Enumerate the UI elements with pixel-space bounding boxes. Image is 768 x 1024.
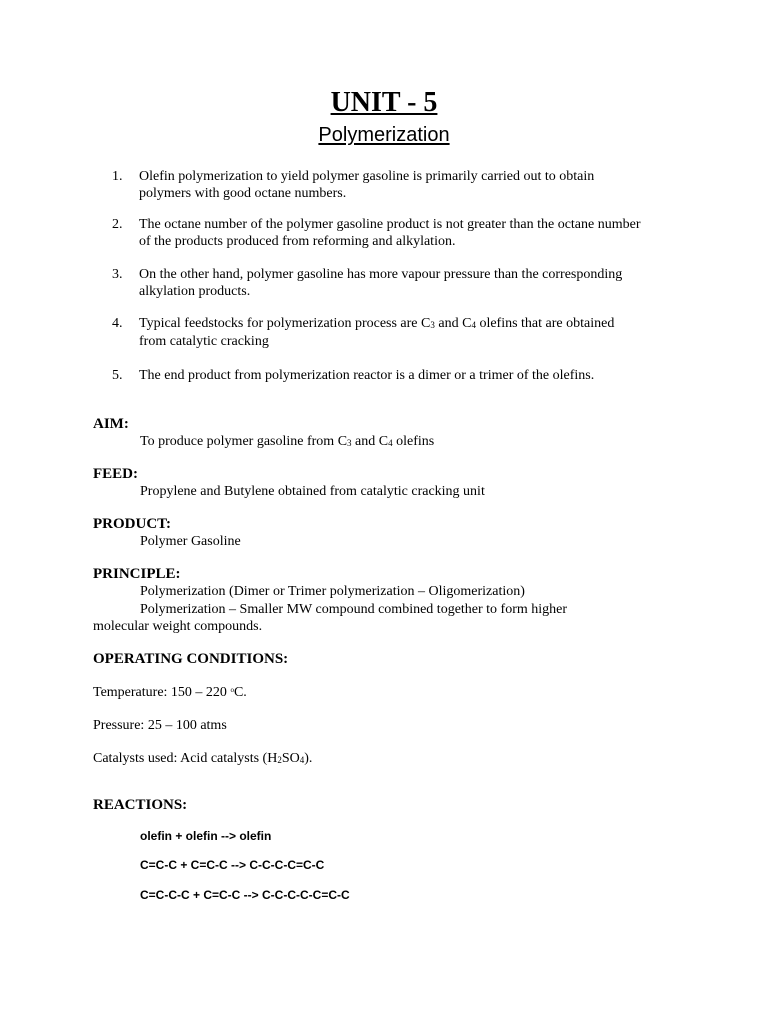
subscript: 4 xyxy=(388,438,393,448)
principle-line: molecular weight compounds. xyxy=(93,619,263,634)
list-number: 2. xyxy=(112,217,123,232)
list-text-line: On the other hand, polymer gasoline has more vapour pressure than the corresponding xyxy=(139,267,623,282)
list-item xyxy=(112,315,692,350)
text-run: Typical feedstocks for polymerization process are C xyxy=(139,316,431,331)
text-run: olefins that are obtained xyxy=(475,316,615,331)
list-item xyxy=(112,266,692,300)
subscript: 3 xyxy=(430,320,435,330)
list-item xyxy=(112,168,692,202)
subscript: 4 xyxy=(299,755,305,765)
text-run: ). xyxy=(304,751,313,766)
list-text-line: The octane number of the polymer gasoline product is not greater than the octane number xyxy=(139,217,641,232)
list-text-line xyxy=(139,315,692,333)
reaction-line: olefin + olefin --> olefin xyxy=(140,829,272,843)
subscript: 4 xyxy=(471,320,476,330)
page-subtitle: Polymerization xyxy=(318,124,450,146)
subscript: 3 xyxy=(347,438,352,448)
list-text-line: alkylation products. xyxy=(139,284,251,299)
text-run: and C xyxy=(351,434,389,449)
subscript: 2 xyxy=(277,755,282,765)
aim-heading: AIM: xyxy=(93,416,129,432)
feed-heading: FEED: xyxy=(93,466,138,482)
text-run: SO xyxy=(281,751,300,766)
degree-superscript: o xyxy=(230,686,234,694)
list-item xyxy=(112,367,692,384)
list-number: 5. xyxy=(112,368,123,383)
reaction-line: C=C-C + C=C-C --> C-C-C-C=C-C xyxy=(140,858,325,872)
text-run: and C xyxy=(434,316,472,331)
operating-heading: OPERATING CONDITIONS: xyxy=(93,651,289,667)
product-text: Polymer Gasoline xyxy=(140,534,241,549)
principle-heading: PRINCIPLE: xyxy=(93,566,181,582)
principle-line: Polymerization – Smaller MW compound combined together to form higher xyxy=(140,602,568,617)
pressure-text: Pressure: 25 – 100 atms xyxy=(93,718,227,733)
list-item xyxy=(112,216,692,250)
text-run: Catalysts used: Acid catalysts (H xyxy=(93,751,278,766)
aim-text xyxy=(140,433,434,451)
list-text-line: from catalytic cracking xyxy=(139,334,269,349)
text-run: Temperature: 150 – 220 xyxy=(93,685,231,700)
catalyst-text xyxy=(93,750,312,768)
text-run: To produce polymer gasoline from C xyxy=(140,434,348,449)
list-number: 1. xyxy=(112,169,123,184)
list-text-line: The end product from polymerization reactor is a dimer or a trimer of the olefins. xyxy=(139,368,595,383)
feed-text: Propylene and Butylene obtained from catalytic cracking unit xyxy=(140,484,485,499)
list-text-line: of the products produced from reforming and alkylation. xyxy=(139,234,456,249)
page-title: UNIT - 5 xyxy=(330,87,438,118)
temperature-text xyxy=(93,684,247,703)
principle-line: Polymerization (Dimer or Trimer polymerization – Oligomerization) xyxy=(140,584,525,599)
reactions-heading: REACTIONS: xyxy=(93,797,188,813)
list-number: 3. xyxy=(112,267,123,282)
reaction-line: C=C-C-C + C=C-C --> C-C-C-C-C=C-C xyxy=(140,888,350,902)
text-run: C. xyxy=(233,685,247,700)
list-text-line: polymers with good octane numbers. xyxy=(139,186,347,201)
list-number: 4. xyxy=(112,316,123,331)
product-heading: PRODUCT: xyxy=(93,516,172,532)
list-text-line: Olefin polymerization to yield polymer gasoline is primarily carried out to obtain xyxy=(139,169,595,184)
text-run: olefins xyxy=(392,434,435,449)
